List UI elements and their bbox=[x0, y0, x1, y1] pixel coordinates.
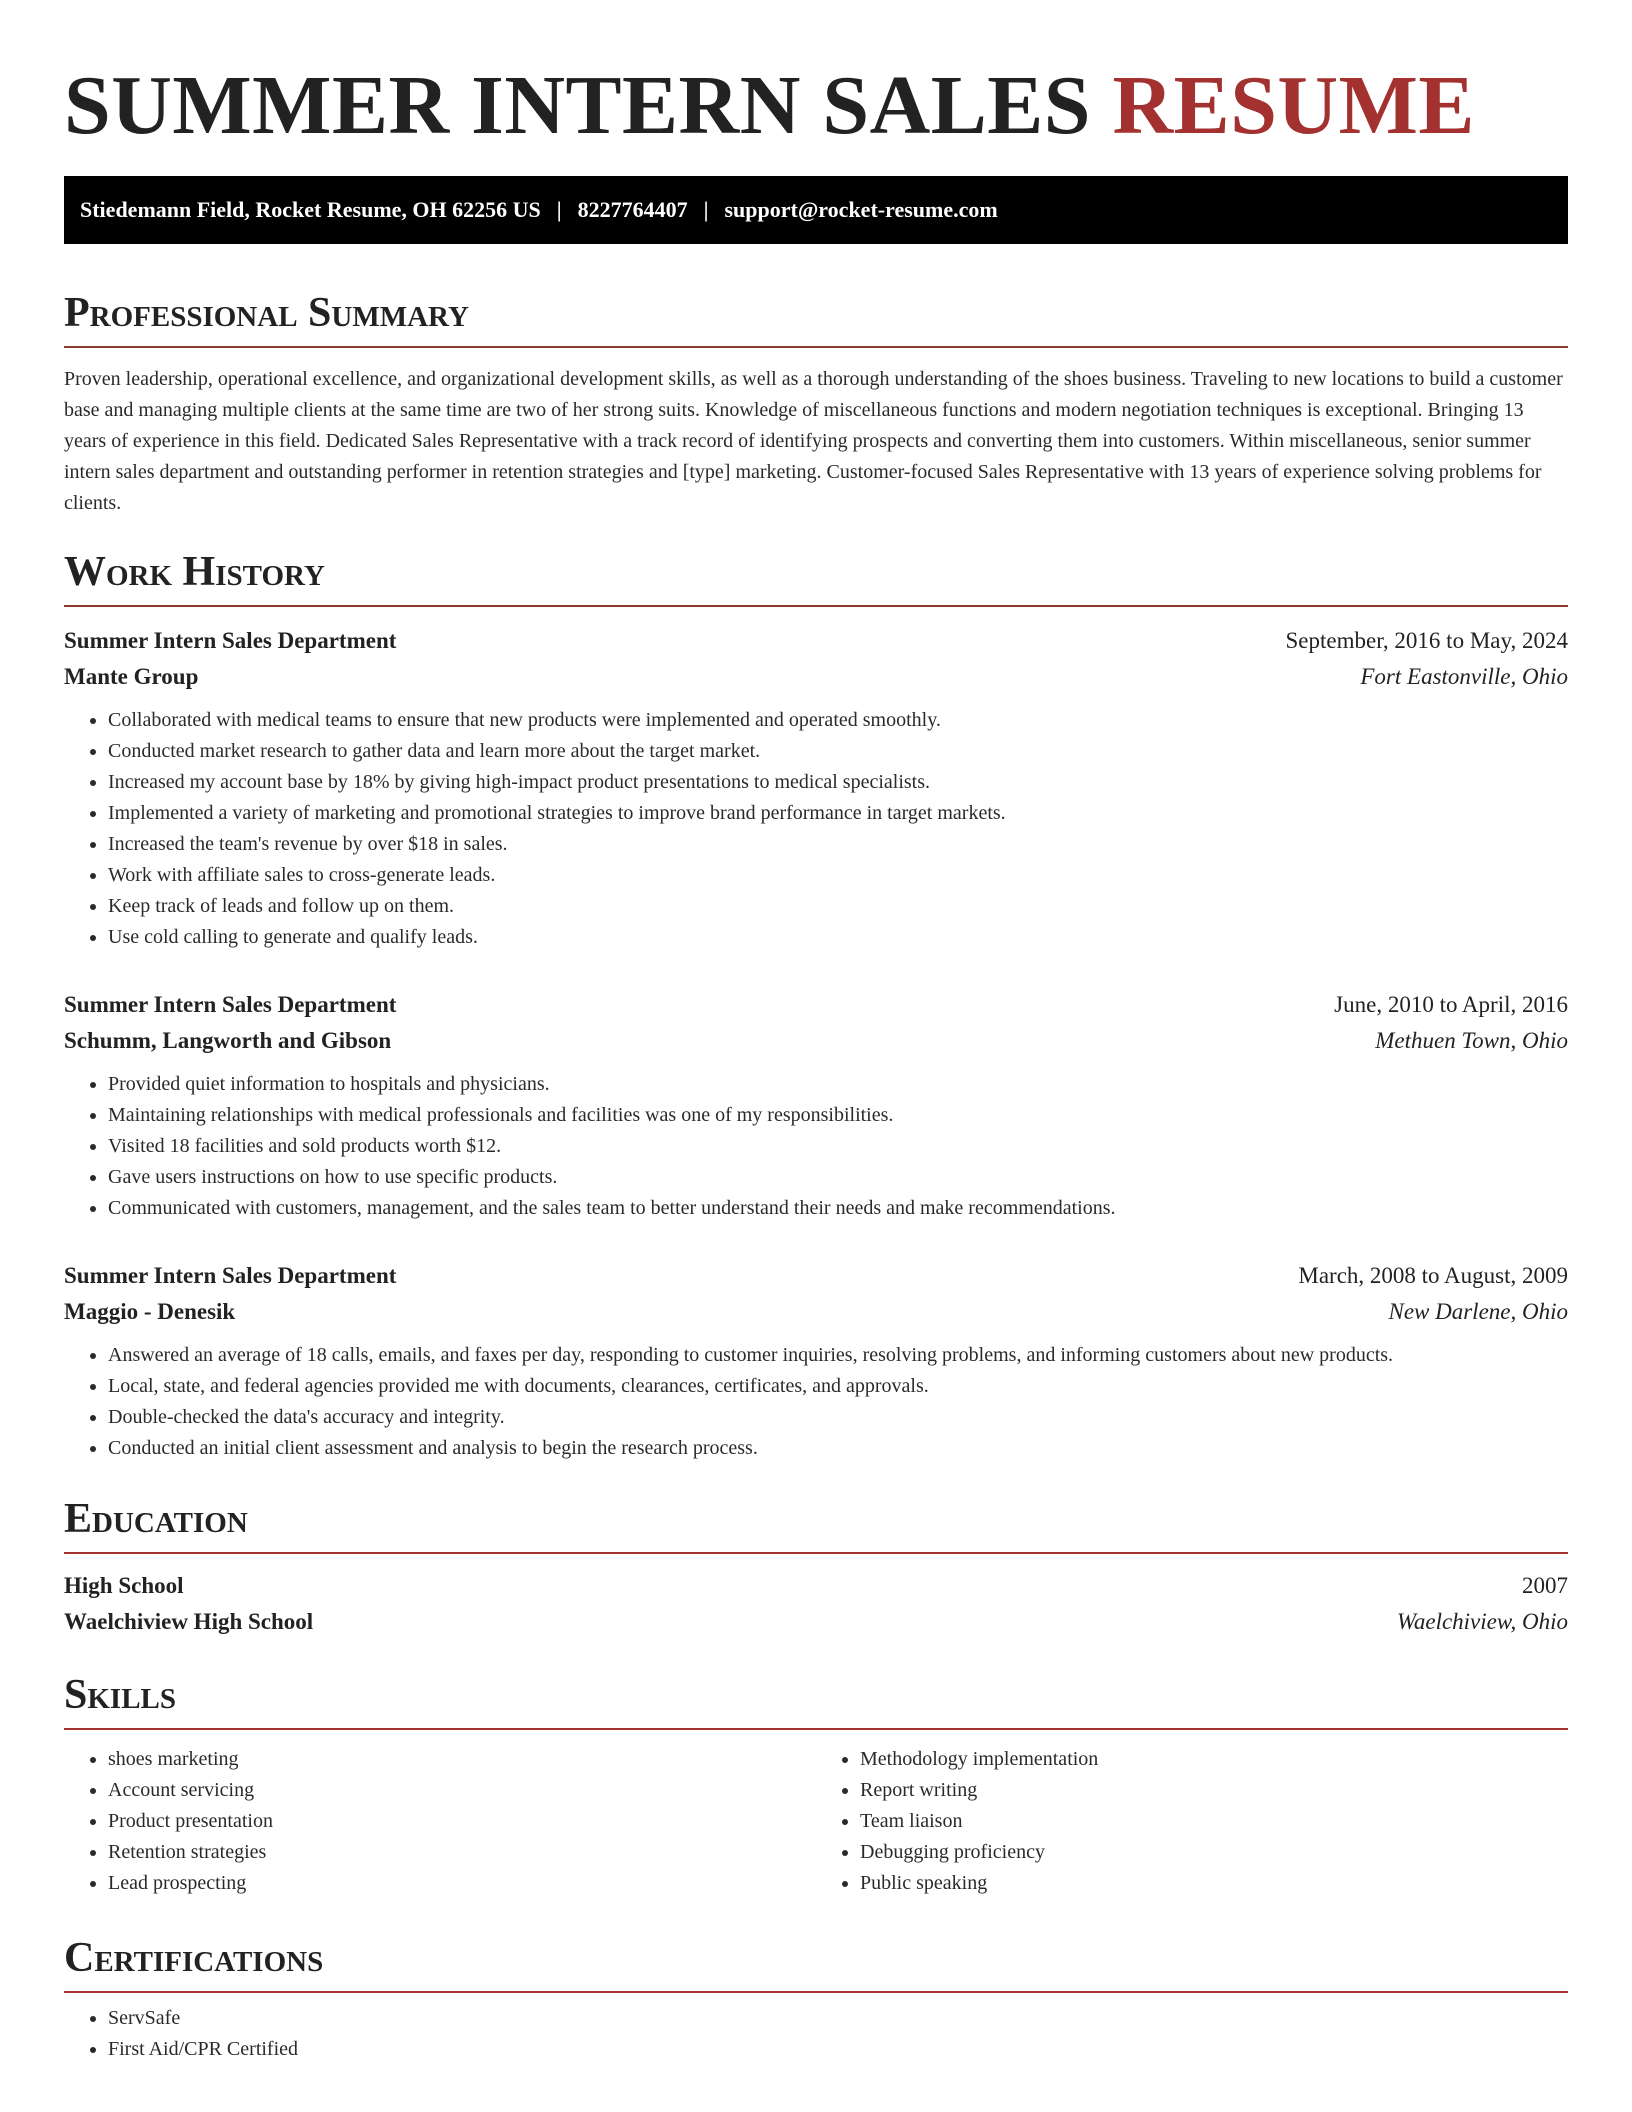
job-location: Methuen Town, Ohio bbox=[1375, 1028, 1568, 1053]
job-dates: September, 2016 to May, 2024 bbox=[1285, 628, 1568, 653]
list-item: • First Aid/CPR Certified bbox=[108, 2034, 1568, 2065]
job-bullets bbox=[64, 1340, 1568, 1464]
list-item: • Work with affiliate sales to cross-generate leads. bbox=[108, 860, 1568, 891]
list-item: • Implemented a variety of marketing and promotional strategies to improve brand performance in target markets. bbox=[108, 798, 1568, 829]
skills-heading: Skills bbox=[64, 1670, 1568, 1730]
list-item: • Use cold calling to generate and qualify leads. bbox=[108, 922, 1568, 953]
list-item: • Conducted market research to gather data and learn more about the target market. bbox=[108, 736, 1568, 767]
education-degree: High School bbox=[64, 1573, 184, 1598]
list-item: • Communicated with customers, management, and the sales team to better understand their needs and make recommendations. bbox=[108, 1193, 1568, 1224]
contact-phone: 8227764407 bbox=[577, 197, 688, 222]
job-location: New Darlene, Ohio bbox=[1388, 1299, 1568, 1324]
list-item: • Keep track of leads and follow up on them. bbox=[108, 891, 1568, 922]
education-entry bbox=[64, 1568, 1568, 1640]
list-item: • Public speaking bbox=[860, 1868, 1568, 1899]
job-dates: June, 2010 to April, 2016 bbox=[1334, 992, 1568, 1017]
work-history-section bbox=[64, 547, 1568, 1464]
list-item: • Lead prospecting bbox=[108, 1868, 816, 1899]
list-item: • Double-checked the data's accuracy and integrity. bbox=[108, 1402, 1568, 1433]
job-entry bbox=[64, 1258, 1568, 1464]
job-dates: March, 2008 to August, 2009 bbox=[1298, 1263, 1568, 1288]
list-item: • Report writing bbox=[860, 1775, 1568, 1806]
list-item: • Local, state, and federal agencies provided me with documents, clearances, certificates, and approvals. bbox=[108, 1371, 1568, 1402]
list-item: • Conducted an initial client assessment and analysis to begin the research process. bbox=[108, 1433, 1568, 1464]
job-title: Summer Intern Sales Department bbox=[64, 628, 397, 653]
contact-separator: | bbox=[556, 197, 562, 222]
certifications-section bbox=[64, 1933, 1568, 2065]
list-item: • Collaborated with medical teams to ensure that new products were implemented and operated smoothly. bbox=[108, 705, 1568, 736]
title-main: SUMMER INTERN SALES bbox=[64, 59, 1092, 152]
title-accent: RESUME bbox=[1112, 59, 1475, 152]
education-section bbox=[64, 1494, 1568, 1640]
list-item: • Methodology implementation bbox=[860, 1744, 1568, 1775]
certifications-heading: Certifications bbox=[64, 1933, 1568, 1993]
list-item: • Debugging proficiency bbox=[860, 1837, 1568, 1868]
resume-page bbox=[64, 0, 1568, 2065]
list-item: • Gave users instructions on how to use specific products. bbox=[108, 1162, 1568, 1193]
contact-bar bbox=[64, 176, 1568, 244]
list-item: • Visited 18 facilities and sold products worth $12. bbox=[108, 1131, 1568, 1162]
job-bullets bbox=[64, 705, 1568, 953]
education-heading: Education bbox=[64, 1494, 1568, 1554]
summary-heading: Professional Summary bbox=[64, 288, 1568, 348]
work-history-heading: Work History bbox=[64, 547, 1568, 607]
job-bullets bbox=[64, 1069, 1568, 1224]
list-item: • Answered an average of 18 calls, emails, and faxes per day, responding to customer inquiries, resolving problems, and informing customers about new products. bbox=[108, 1340, 1568, 1371]
list-item: • Increased my account base by 18% by giving high-impact product presentations to medical specialists. bbox=[108, 767, 1568, 798]
education-year: 2007 bbox=[1522, 1573, 1568, 1598]
contact-separator: | bbox=[703, 197, 709, 222]
list-item: • shoes marketing bbox=[108, 1744, 816, 1775]
job-title: Summer Intern Sales Department bbox=[64, 992, 397, 1017]
education-location: Waelchiview, Ohio bbox=[1396, 1609, 1568, 1634]
summary-text: Proven leadership, operational excellence, and organizational development skills, as well as a thorough understanding of the shoes business. Traveling to new locations to build a customer base and managing multiple clients at the same time are two of her strong suits. Knowledge of miscellaneous functions and modern negotiation techniques is exceptional. Bringing 13 years of experience in this field. Dedicated Sales Representative with a track record of identifying prospects and converting them into customers. Within miscellaneous, senior summer intern sales department and outstanding performer in retention strategies and [type] marketing. Customer-focused Sales Representative with 13 years of experience solving problems for clients. bbox=[64, 368, 1563, 514]
list-item: • Provided quiet information to hospitals and physicians. bbox=[108, 1069, 1568, 1100]
job-company: Schumm, Langworth and Gibson bbox=[64, 1028, 392, 1053]
job-company: Mante Group bbox=[64, 664, 199, 689]
list-item: • Product presentation bbox=[108, 1806, 816, 1837]
list-item: • Team liaison bbox=[860, 1806, 1568, 1837]
job-company: Maggio - Denesik bbox=[64, 1299, 236, 1324]
education-school: Waelchiview High School bbox=[64, 1609, 314, 1634]
list-item: • Retention strategies bbox=[108, 1837, 816, 1868]
list-item: • ServSafe bbox=[108, 2003, 1568, 2034]
skills-list-right bbox=[816, 1744, 1568, 1899]
skills-list-left bbox=[64, 1744, 816, 1899]
job-location: Fort Eastonville, Ohio bbox=[1360, 664, 1568, 689]
skills-section bbox=[64, 1670, 1568, 1899]
certifications-list bbox=[64, 2003, 1568, 2065]
resume-title bbox=[64, 56, 1568, 156]
summary-section bbox=[64, 288, 1568, 519]
job-title: Summer Intern Sales Department bbox=[64, 1263, 397, 1288]
skills-columns bbox=[64, 1744, 1568, 1899]
contact-email[interactable]: support@rocket-resume.com bbox=[724, 197, 998, 222]
job-entry bbox=[64, 987, 1568, 1224]
contact-address: Stiedemann Field, Rocket Resume, OH 62256 US bbox=[80, 197, 541, 222]
job-entry bbox=[64, 623, 1568, 953]
list-item: • Increased the team's revenue by over $18 in sales. bbox=[108, 829, 1568, 860]
list-item: • Account servicing bbox=[108, 1775, 816, 1806]
list-item: • Maintaining relationships with medical professionals and facilities was one of my responsibilities. bbox=[108, 1100, 1568, 1131]
